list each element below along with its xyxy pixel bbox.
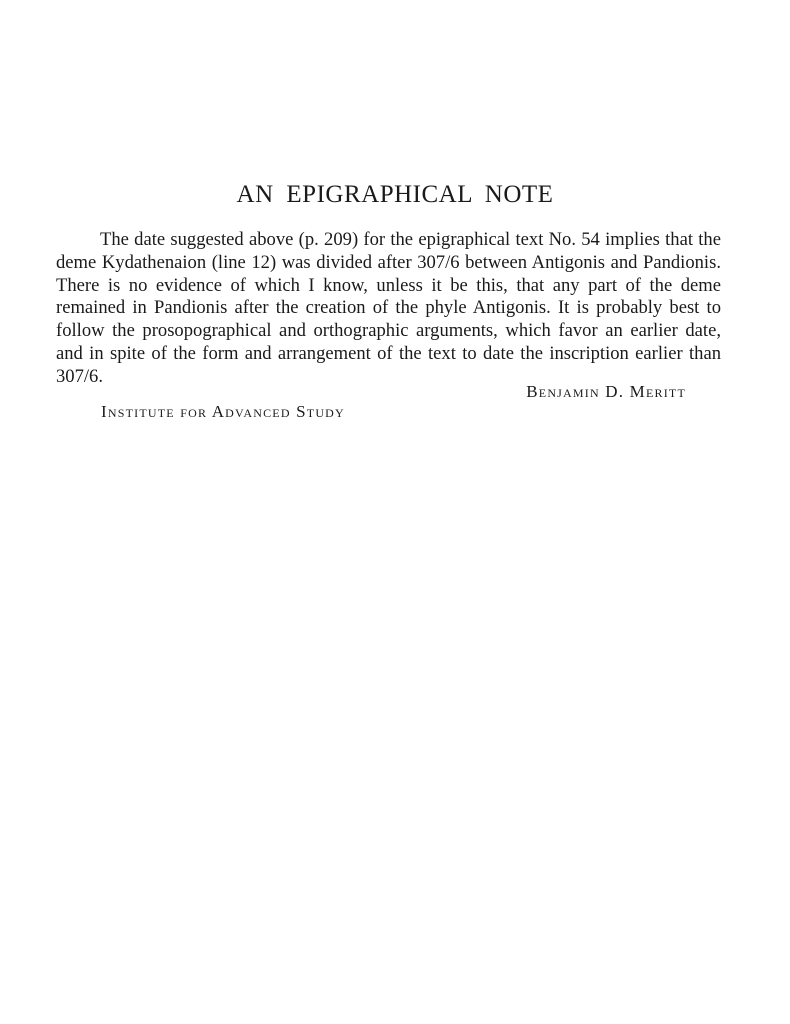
article-body: The date suggested above (p. 209) for the epigraphical text No. 54 implies that the deme Kydathenaion (line 12) was divided after 307/6 between Antigonis and Pandionis. There is no evidence of which I know, unless it be this, that any part of the deme remained in Pandionis after the creation of the phyle Antigonis. It is probably best to follow the prosopographical and orthographic arguments, which favor an earlier date, and in spite of the form and arrangement of the text to date the inscription earlier than 307/6. [56, 229, 721, 387]
author-affiliation: Institute for Advanced Study [101, 402, 345, 421]
author-name: Benjamin D. Meritt [526, 382, 686, 401]
article-title: AN EPIGRAPHICAL NOTE [236, 181, 554, 208]
